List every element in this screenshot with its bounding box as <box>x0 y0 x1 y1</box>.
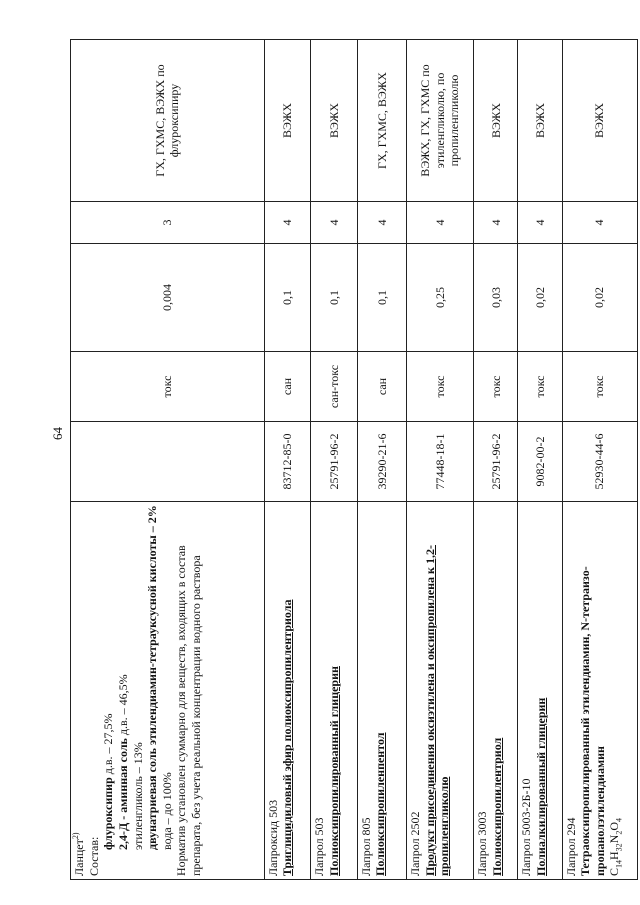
hazard-indicator-cell: токс <box>562 352 637 422</box>
substance-name-cell <box>264 502 311 880</box>
limit-value-cell: 0,1 <box>357 244 406 352</box>
substance-name-line: Состав: <box>86 836 101 876</box>
substance-name-line: Полиоксипропиленпентол <box>373 732 388 876</box>
substance-name-line: Полиоксипропилентриол <box>489 737 504 876</box>
substance-name-line: Лапрол 805 <box>358 817 373 876</box>
limit-value-cell: 0,25 <box>406 244 473 352</box>
analysis-method-cell: ГХ, ГХМС, ВЭЖХ по флуроксипиру <box>71 40 265 202</box>
analysis-method-cell: ГХ, ГХМС, ВЭЖХ <box>357 40 406 202</box>
table-row <box>562 40 637 880</box>
limit-value-cell: 0,02 <box>518 244 562 352</box>
substance-name-line: флуроксипир д.в. – 27,5% <box>101 713 116 850</box>
substance-name-line: Полиоксипропилированный глицерин <box>326 666 341 876</box>
limit-value-cell: 0,03 <box>474 244 518 352</box>
substance-name-line: этиленгликоль – 13% <box>130 742 145 850</box>
substance-name-line: Ланцет$^{2)}$ <box>71 832 86 876</box>
table-row <box>518 40 562 880</box>
substance-name-cell <box>406 502 473 880</box>
substance-name-line: Лапроксид 503 <box>265 799 280 876</box>
substance-name-line: Лапрол 2502 <box>407 811 422 876</box>
hazard-indicator-cell: токс <box>406 352 473 422</box>
hazard-class-cell: 3 <box>71 202 265 244</box>
substance-name-cell <box>357 502 406 880</box>
substance-name-line: Лапрол 5003-2Б-10 <box>519 778 534 876</box>
cas-number-cell: 83712-85-0 <box>264 422 311 502</box>
substance-table <box>70 39 638 880</box>
substance-name-line: Продукт присоединения оксиэтилена и оксипропилена к 1,2-пропиленгликолю <box>422 545 452 876</box>
substance-name-line: Лапрол 3003 <box>475 811 490 876</box>
limit-value-cell: 0,02 <box>562 244 637 352</box>
cas-number-cell: 25791-96-2 <box>311 422 358 502</box>
hazard-indicator-cell: токс <box>71 352 265 422</box>
cas-number-cell: 77448-18-1 <box>406 422 473 502</box>
substance-name-cell <box>311 502 358 880</box>
substance-name-line: Лапрол 294 <box>563 817 578 876</box>
substance-name-line: Тетраоксипропилированный этилендиамин, N-тетраизо-пропанолэтилендиамин <box>578 566 607 876</box>
hazard-indicator-cell: сан <box>357 352 406 422</box>
analysis-method-cell: ВЭЖХ <box>264 40 311 202</box>
substance-name-line: $C_{14}H_{32}N_2O_4$ <box>607 817 624 876</box>
table-row <box>406 40 473 880</box>
table-row <box>264 40 311 880</box>
hazard-class-cell: 4 <box>474 202 518 244</box>
hazard-indicator-cell: сан <box>264 352 311 422</box>
cas-number-cell: 39290-21-6 <box>357 422 406 502</box>
substance-name-line: вода – до 100% <box>159 772 174 850</box>
analysis-method-cell: ВЭЖХ, ГХ, ГХМС по этиленгликолю, по пропиленгликолю <box>406 40 473 202</box>
hazard-indicator-cell: сан-токс <box>311 352 358 422</box>
substance-name-cell <box>562 502 637 880</box>
hazard-class-cell: 4 <box>357 202 406 244</box>
hazard-class-cell: 4 <box>406 202 473 244</box>
hazard-class-cell: 4 <box>562 202 637 244</box>
substance-name-cell <box>518 502 562 880</box>
hazard-indicator-cell: токс <box>474 352 518 422</box>
analysis-method-cell: ВЭЖХ <box>518 40 562 202</box>
substance-name-cell <box>71 502 265 880</box>
cas-number-cell: 25791-96-2 <box>474 422 518 502</box>
substance-name-line: Норматив установлен суммарно для веществ, входящих в состав препарата, без учета реальной концентрации водного раствора <box>174 545 203 876</box>
hazard-class-cell: 4 <box>311 202 358 244</box>
cas-number-cell: 52930-44-6 <box>562 422 637 502</box>
table-row <box>357 40 406 880</box>
cas-number-cell <box>71 422 265 502</box>
table-row <box>311 40 358 880</box>
cas-number-cell: 9082-00-2 <box>518 422 562 502</box>
limit-value-cell: 0,1 <box>311 244 358 352</box>
page-number: 64 <box>50 427 65 440</box>
analysis-method-cell: ВЭЖХ <box>311 40 358 202</box>
limit-value-cell: 0,004 <box>71 244 265 352</box>
substance-name-line: Полиалкилированный глицерин <box>534 697 549 876</box>
hazard-class-cell: 4 <box>264 202 311 244</box>
substance-name-line: Триглицидиловый эфир полиоксипропилентриола <box>280 599 295 876</box>
analysis-method-cell: ВЭЖХ <box>474 40 518 202</box>
analysis-method-cell: ВЭЖХ <box>562 40 637 202</box>
substance-name-line: 2,4-Д - аминная соль д.в. – 46,5% <box>115 674 130 850</box>
hazard-indicator-cell: токс <box>518 352 562 422</box>
substance-name-line: двунатриевая соль этилендиамин-тетрауксусной кислоты – 2% <box>145 505 160 850</box>
substance-name-line: Лапрол 503 <box>312 817 327 876</box>
rotated-table-wrapper <box>70 40 638 880</box>
substance-name-cell <box>474 502 518 880</box>
table-row <box>474 40 518 880</box>
limit-value-cell: 0,1 <box>264 244 311 352</box>
hazard-class-cell: 4 <box>518 202 562 244</box>
table-row <box>71 40 265 880</box>
